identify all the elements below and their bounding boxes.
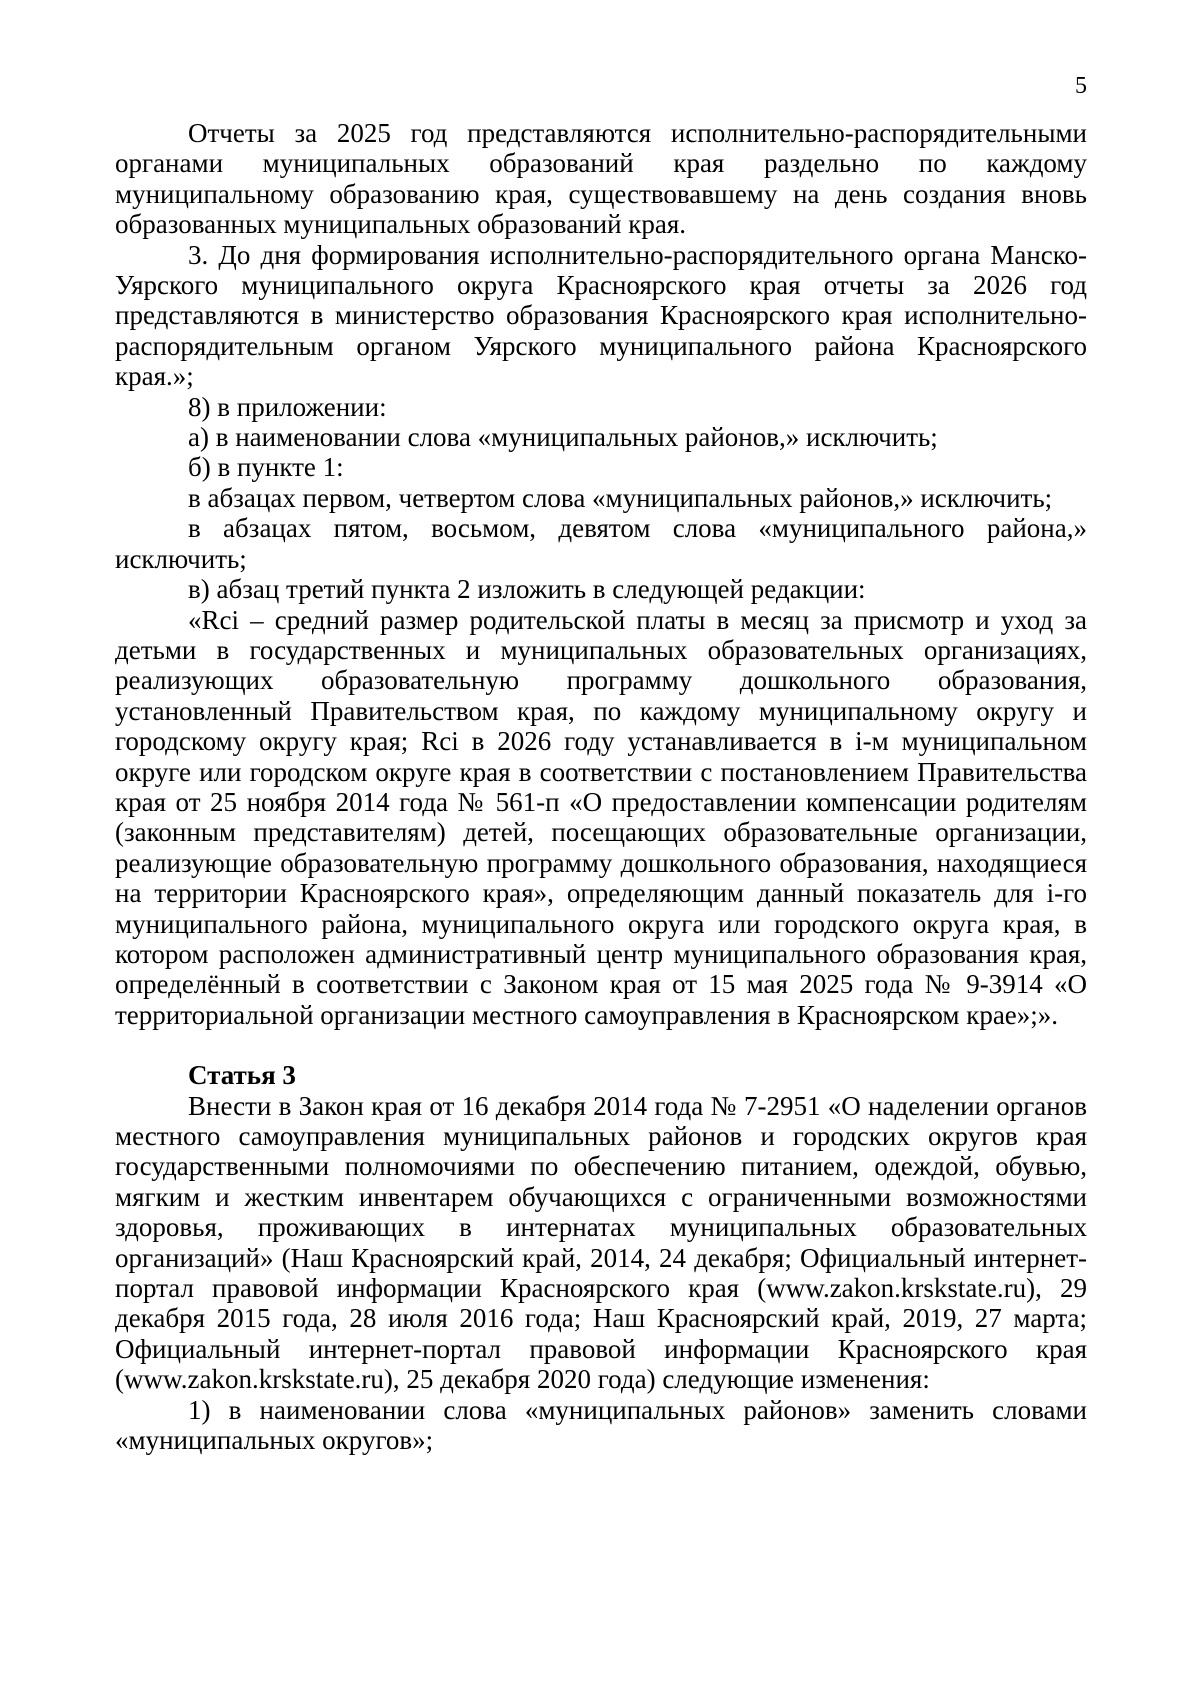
page-number: 5 — [1075, 73, 1087, 99]
paragraph-item-b-sub2: в абзацах пятом, восьмом, девятом слова «муниципального района,» исключить; — [115, 513, 1087, 574]
spacer — [115, 1030, 1087, 1060]
paragraph-item-v: в) абзац третий пункта 2 изложить в следующей редакции: — [188, 574, 866, 605]
paragraph-item-3: 3. До дня формирования исполнительно-распорядительного органа Манско-Уярского муниципального округа Красноярского края отчеты за 2026 год представляются в министерство образования Красноярского края исполнительно-распорядительным органом Уярского муниципального района Красноярского края.»; — [115, 239, 1087, 392]
article-3-intro: Внести в Закон края от 16 декабря 2014 года № 7-2951 «О наделении органов местного самоуправления муниципальных районов и городских округов края государственными полномочиями по обеспечению питанием, одеждой, обувью, мягким и жестким инвентарем обучающихся с ограниченными возможностями здоровья, проживающих в интернатах муниципальных образовательных организаций» (Наш Красноярский край, 2014, 24 декабря; Официальный интернет-портал правовой информации Красноярского края (www.zakon.krskstate.ru), 29 декабря 2015 года, 28 июля 2016 года; Наш Красноярский край, 2019, 27 марта; Официальный интернет-портал правовой информации Красноярского края (www.zakon.krskstate.ru), 25 декабря 2020 года) следующие изменения: — [115, 1090, 1087, 1395]
paragraph-item-a: а) в наименовании слова «муниципальных районов,» исключить; — [188, 422, 938, 453]
paragraph-item-b: б) в пункте 1: — [188, 452, 344, 483]
paragraph-reports-2025: Отчеты за 2025 год представляются исполнительно-распорядительными органами муниципальных образований края раздельно по каждому муниципальному образованию края, существовавшему на день создания вновь образованных муниципальных образований края. — [115, 118, 1087, 240]
paragraph-rci-definition: «Rci – средний размер родительской платы в месяц за присмотр и уход за детьми в государственных и муниципальных образовательных организациях, реализующих образовательную программу дошкольного образования, установленный Правительством края, по каждому муниципальному округу и городскому округу края; Rci в 2026 году устанавливается в i-м муниципальном округе или городском округе края в соответствии с постановлением Правительства края от 25 ноября 2014 года № 561-п «О предоставлении компенсации родителям (законным представителям) детей, посещающих образовательные организации, реализующие образовательную программу дошкольного образования, находящиеся на территории Красноярского края», определяющим данный показатель для i-го муниципального района, муниципального округа или городского округа края, в котором расположен административный центр муниципального образования края, определённый в соответствии с Законом края от 15 мая 2025 года № 9-3914 «О территориальной организации местного самоуправления в Красноярском крае»;». — [115, 604, 1087, 1030]
document-body — [115, 118, 1087, 1455]
article-3-item-1: 1) в наименовании слова «муниципальных районов» заменить словами «муниципальных округов»; — [115, 1394, 1087, 1456]
article-3-heading: Статья 3 — [188, 1060, 296, 1091]
paragraph-item-b-sub1: в абзацах первом, четвертом слова «муниципальных районов,» исключить; — [188, 482, 1053, 513]
paragraph-item-8: 8) в приложении: — [188, 391, 387, 422]
